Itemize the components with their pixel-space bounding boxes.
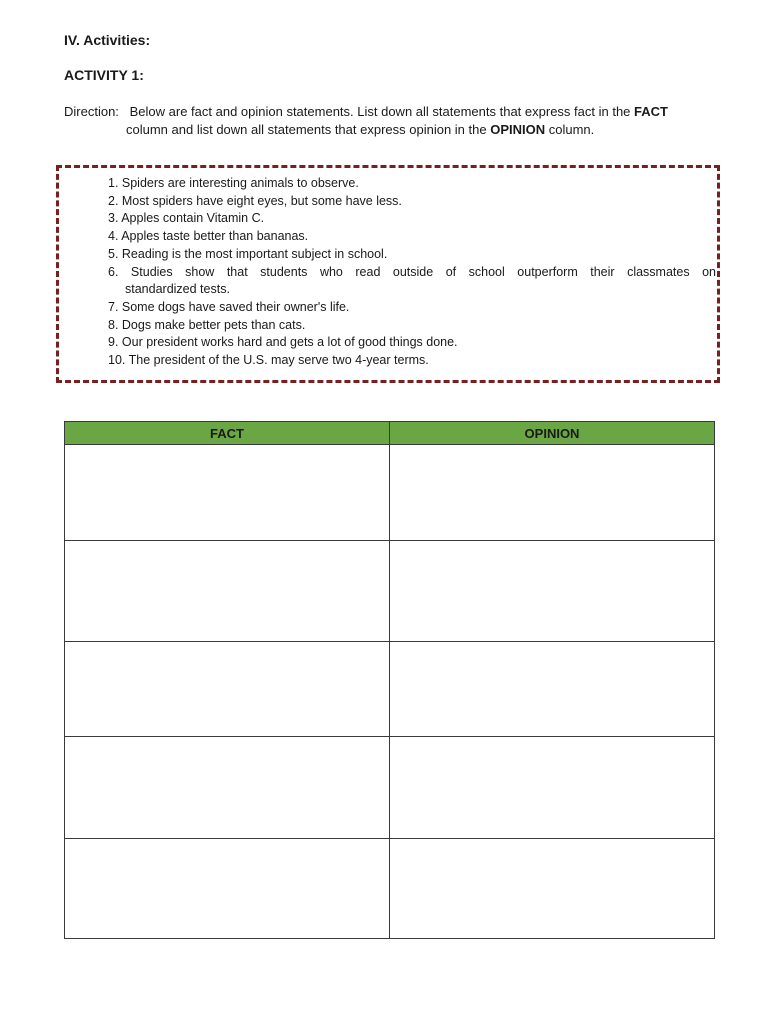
statement-item: 4. Apples taste better than bananas. (108, 229, 309, 244)
table-row (65, 541, 715, 642)
direction-line-1-text: Below are fact and opinion statements. List down all statements that express fact in the (129, 104, 631, 119)
statement-item: 8. Dogs make better pets than cats. (108, 317, 306, 332)
statement-item-6 (108, 264, 716, 299)
statement-item: 2. Most spiders have eight eyes, but some have less. (108, 193, 402, 208)
opinion-keyword: OPINION (490, 122, 546, 137)
statements-list (108, 175, 716, 370)
fact-keyword: FACT (634, 104, 668, 119)
opinion-answer-cell[interactable] (390, 642, 715, 737)
table-row (65, 445, 715, 541)
table-row (65, 642, 715, 737)
activity-heading: ACTIVITY 1: (64, 67, 144, 83)
opinion-answer-cell[interactable] (390, 839, 715, 939)
direction-line-2-end: column. (548, 122, 595, 137)
statement-item: 10. The president of the U.S. may serve two 4-year terms. (108, 353, 429, 368)
fact-column-header: FACT (65, 422, 390, 445)
table-row (65, 737, 715, 839)
fact-answer-cell[interactable] (65, 839, 390, 939)
statement-item: 7. Some dogs have saved their owner's life. (108, 299, 350, 314)
table-header-row (65, 422, 715, 445)
opinion-answer-cell[interactable] (390, 541, 715, 642)
fact-answer-cell[interactable] (65, 737, 390, 839)
fact-answer-cell[interactable] (65, 642, 390, 737)
statement-item: 9. Our president works hard and gets a lot of good things done. (108, 335, 458, 350)
statement-item: 1. Spiders are interesting animals to observe. (108, 176, 359, 190)
statement-item-6-line-1: 6. Studies show that students who read outside of school outperform their classmates on (108, 264, 716, 279)
direction-text (64, 103, 716, 139)
direction-line-1 (64, 103, 716, 121)
statement-item: 5. Reading is the most important subject in school. (108, 246, 388, 261)
statement-item-6-line-2: standardized tests. (125, 282, 230, 297)
statement-item: 3. Apples contain Vitamin C. (108, 211, 265, 226)
opinion-answer-cell[interactable] (390, 737, 715, 839)
opinion-column-header: OPINION (390, 422, 715, 445)
fact-answer-cell[interactable] (65, 541, 390, 642)
direction-line-2-start: column and list down all statements that express opinion in the (126, 122, 487, 137)
fact-answer-cell[interactable] (65, 445, 390, 541)
fact-opinion-table (64, 421, 715, 939)
section-heading: IV. Activities: (64, 32, 151, 48)
direction-label: Direction: (64, 104, 119, 119)
direction-line-2 (64, 121, 716, 139)
opinion-answer-cell[interactable] (390, 445, 715, 541)
table-row (65, 839, 715, 939)
